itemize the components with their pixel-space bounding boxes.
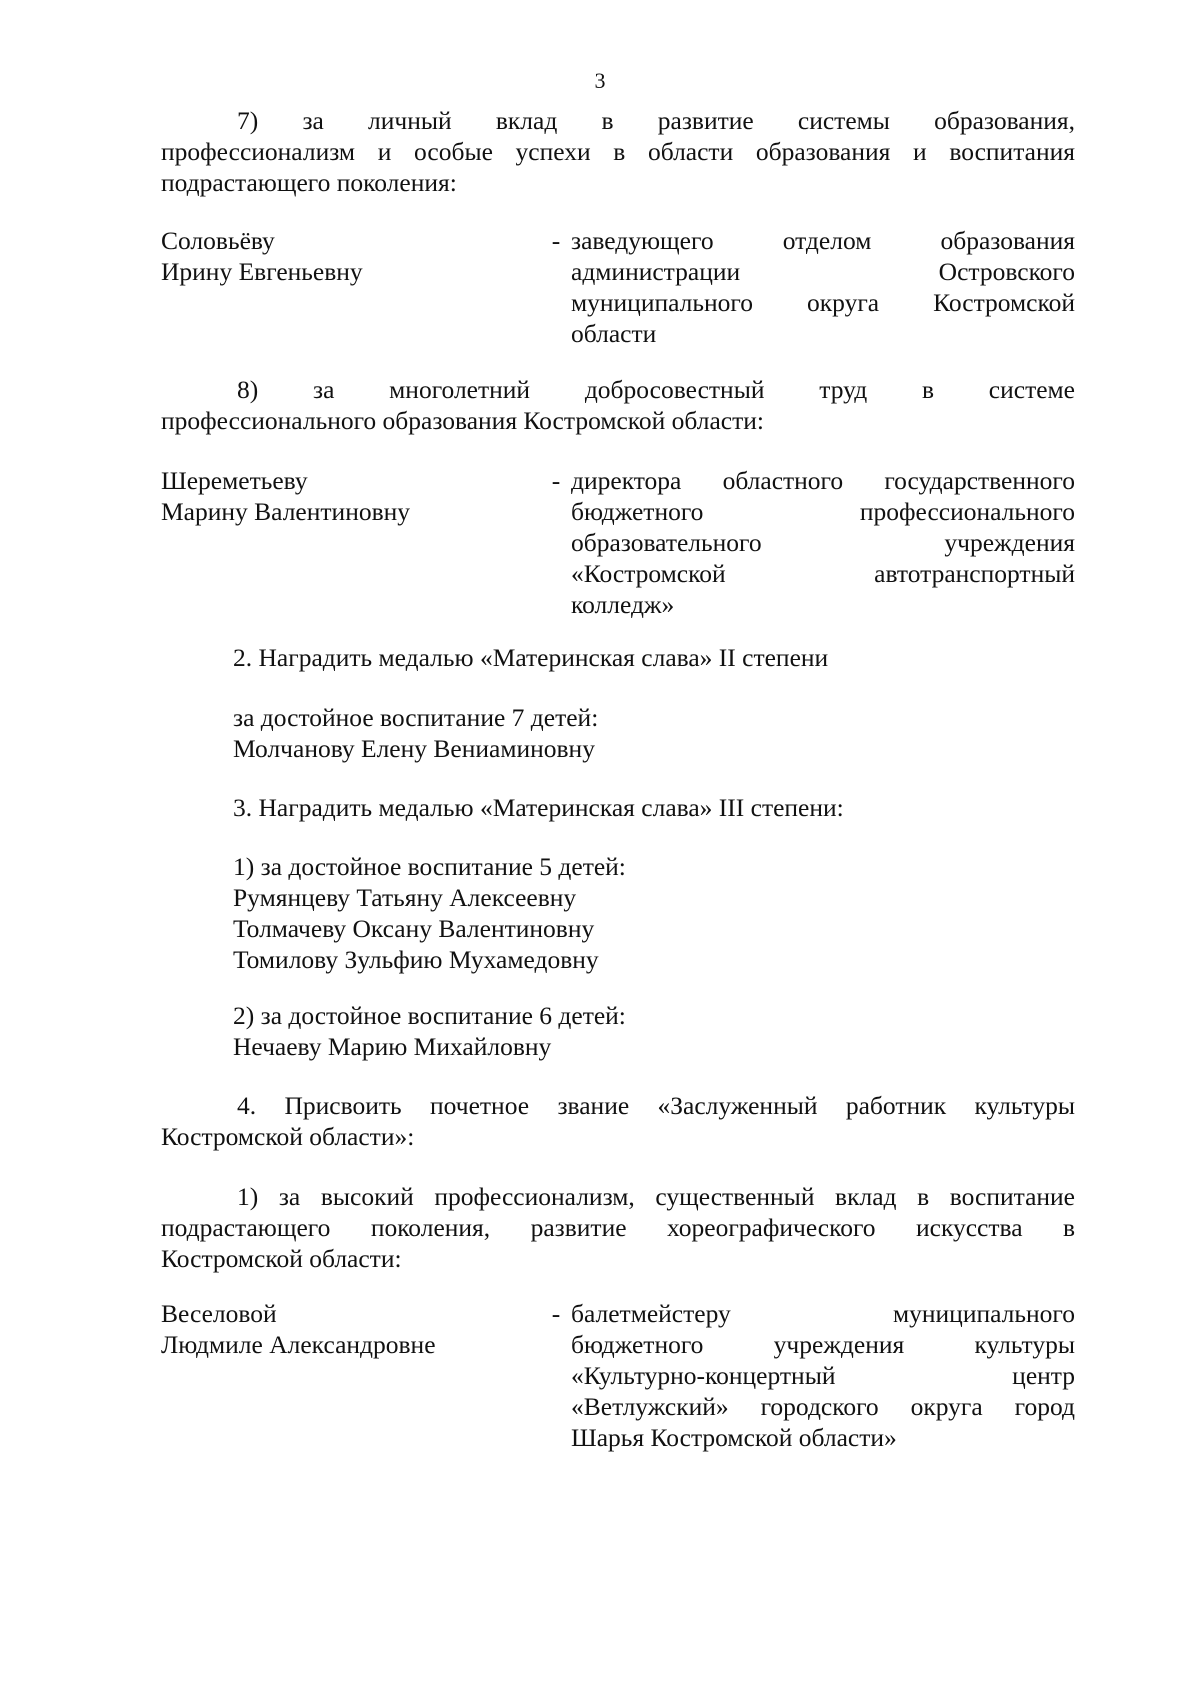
item-7-award-row [161,225,1075,385]
name-line: Людмиле Александровне [161,1330,436,1359]
group-name: Толмачеву Оксану Валентиновну [233,914,595,943]
recipient-position [571,1298,1075,1453]
heading-line: 4. Присвоить почетное звание «Заслуженный работник культуры [237,1091,1075,1120]
intro-line: 8) за многолетний добросовестный труд в системе [237,375,1075,404]
group-name: Томилову Зульфию Мухамедовну [233,945,599,974]
intro-line: подрастающего поколения, развитие хореографического искусства в [161,1213,1075,1242]
intro-line: 7) за личный вклад в развитие системы образования, [237,106,1075,135]
name-line: Веселовой [161,1299,277,1328]
position-line: «Культурно-концертный центр [571,1361,1075,1390]
name-line: Шереметьеву [161,466,308,495]
recipient-name [161,225,541,287]
position-line: Шарья Костромской области» [571,1423,897,1452]
recipient-name [161,1298,541,1360]
section-3-group-1 [233,851,1075,975]
recipient-name [161,465,541,527]
item-8-intro [161,374,1075,436]
position-line: образовательного учреждения [571,528,1075,557]
position-line: бюджетного учреждения культуры [571,1330,1075,1359]
item-8-award-row [161,465,1075,625]
recipient-position [571,225,1075,349]
intro-line: Костромской области: [161,1244,402,1273]
intro-line: профессионального образования Костромской области: [161,406,764,435]
heading-line: Костромской области»: [161,1122,415,1151]
section-3-heading: 3. Наградить медалью «Материнская слава» III степени: [233,793,844,822]
intro-line: подрастающего поколения: [161,168,457,197]
section-4-award-row [161,1298,1075,1468]
position-line: колледж» [571,590,675,619]
name-line: Соловьёву [161,226,275,255]
position-line: заведующего отделом образования [571,226,1075,255]
group-reason: 2) за достойное воспитание 6 детей: [233,1001,626,1030]
group-name: Румянцеву Татьяну Алексеевну [233,883,577,912]
name-line: Марину Валентиновну [161,497,411,526]
position-line: балетмейстеру муниципального [571,1299,1075,1328]
item-7-intro [161,105,1075,198]
section-2-reason: за достойное воспитание 7 детей: [233,703,599,732]
section-3-group-2 [233,1000,1075,1062]
intro-line: 1) за высокий профессионализм, существенный вклад в воспитание [237,1182,1075,1211]
position-line: администрации Островского [571,257,1075,286]
position-line: директора областного государственного [571,466,1075,495]
dash-separator: - [551,1299,561,1328]
position-line: «Ветлужский» городского округа город [571,1392,1075,1421]
dash-separator: - [551,226,561,255]
position-line: бюджетного профессионального [571,497,1075,526]
section-4-item-intro [161,1181,1075,1274]
position-line: «Костромской автотранспортный [571,559,1075,588]
position-line: области [571,319,657,348]
page-number: 3 [594,68,606,93]
position-line: муниципального округа Костромской [571,288,1075,317]
intro-line: профессионализм и особые успехи в области образования и воспитания [161,137,1075,166]
group-reason: 1) за достойное воспитание 5 детей: [233,852,626,881]
name-line: Ирину Евгеньевну [161,257,363,286]
section-2-heading: 2. Наградить медалью «Материнская слава» II степени [233,643,829,672]
group-name: Нечаеву Марию Михайловну [233,1032,552,1061]
dash-separator: - [551,466,561,495]
recipient-position [571,465,1075,620]
section-4-heading [161,1090,1075,1152]
section-2-name: Молчанову Елену Вениаминовну [233,734,595,763]
